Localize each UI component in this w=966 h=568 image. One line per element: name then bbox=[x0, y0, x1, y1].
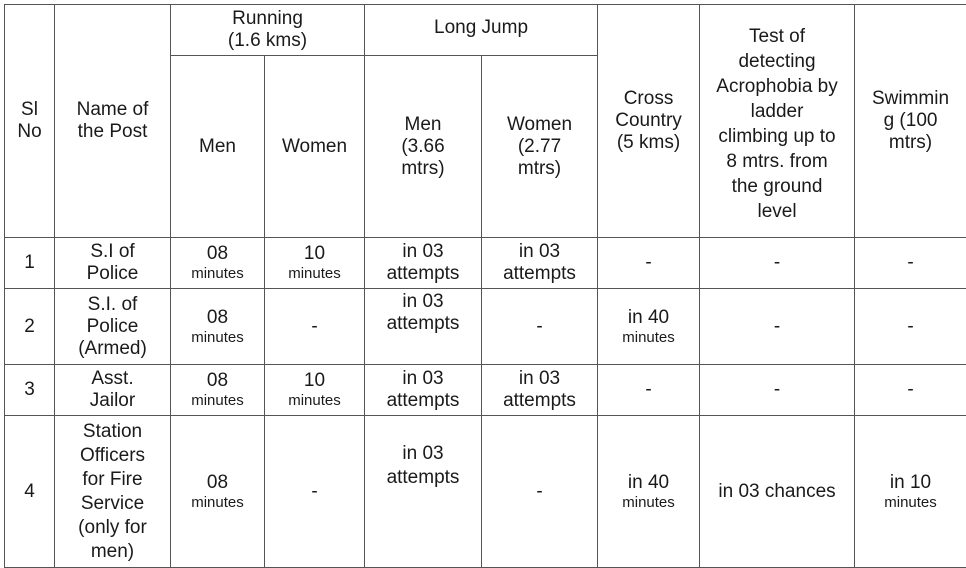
header-sl-no: Sl No bbox=[5, 5, 55, 238]
table-row bbox=[5, 238, 966, 289]
value-unit: minutes bbox=[858, 494, 963, 512]
cell-post-name: S.I. of Police (Armed) bbox=[55, 289, 171, 365]
cell-long-jump-men: in 03 attempts bbox=[365, 289, 482, 365]
value-num: - bbox=[268, 481, 361, 503]
value-num: in 40 bbox=[601, 307, 696, 329]
cell-acrophobia: in 03 chances bbox=[700, 416, 855, 568]
cell-swimming bbox=[855, 289, 966, 365]
cell-acrophobia: - bbox=[700, 365, 855, 416]
cell-long-jump-women: in 03 attempts bbox=[482, 365, 598, 416]
value-num: - bbox=[268, 316, 361, 338]
value-num: 08 bbox=[174, 243, 261, 265]
value-num: - bbox=[601, 379, 696, 401]
header-long-jump-women: Women (2.77 mtrs) bbox=[482, 56, 598, 238]
value-num: - bbox=[858, 316, 963, 338]
header-long-jump-men: Men (3.66 mtrs) bbox=[365, 56, 482, 238]
value-unit: minutes bbox=[174, 392, 261, 410]
value-num: 08 bbox=[174, 307, 261, 329]
cell-swimming bbox=[855, 238, 966, 289]
header-acrophobia-test: Test of detecting Acrophobia by ladder climbing up to 8 mtrs. from the ground level bbox=[700, 5, 855, 238]
value-num: 10 bbox=[268, 243, 361, 265]
cell-long-jump-women: - bbox=[482, 289, 598, 365]
cell-swimming bbox=[855, 416, 966, 568]
value-num: - bbox=[858, 379, 963, 401]
cell-post-name: S.I of Police bbox=[55, 238, 171, 289]
cell-sl-no: 2 bbox=[5, 289, 55, 365]
cell-running-men bbox=[171, 289, 265, 365]
cell-running-women bbox=[265, 365, 365, 416]
header-running-men: Men bbox=[171, 56, 265, 238]
cell-swimming bbox=[855, 365, 966, 416]
physical-test-table bbox=[4, 4, 966, 568]
cell-sl-no: 4 bbox=[5, 416, 55, 568]
header-name-of-post: Name of the Post bbox=[55, 5, 171, 238]
cell-long-jump-women: - bbox=[482, 416, 598, 568]
cell-cross-country bbox=[598, 238, 700, 289]
value-num: in 10 bbox=[858, 472, 963, 494]
cell-running-men bbox=[171, 365, 265, 416]
value-unit: minutes bbox=[601, 329, 696, 347]
header-running-women: Women bbox=[265, 56, 365, 238]
cell-running-men bbox=[171, 238, 265, 289]
value-num: 08 bbox=[174, 472, 261, 494]
value-num: 10 bbox=[268, 370, 361, 392]
header-long-jump: Long Jump bbox=[365, 5, 598, 56]
cell-sl-no: 3 bbox=[5, 365, 55, 416]
header-cross-country: Cross Country (5 kms) bbox=[598, 5, 700, 238]
table-row bbox=[5, 289, 966, 365]
value-unit: minutes bbox=[174, 494, 261, 512]
table-row bbox=[5, 416, 966, 568]
table-row bbox=[5, 365, 966, 416]
value-unit: minutes bbox=[268, 392, 361, 410]
value-unit: minutes bbox=[601, 494, 696, 512]
cell-post-name: Station Officers for Fire Service (only for men) bbox=[55, 416, 171, 568]
cell-long-jump-men: in 03 attempts bbox=[365, 365, 482, 416]
value-num: 08 bbox=[174, 370, 261, 392]
cell-running-women bbox=[265, 416, 365, 568]
value-num: - bbox=[858, 252, 963, 274]
value-unit: minutes bbox=[174, 329, 261, 347]
cell-long-jump-men: in 03 attempts bbox=[365, 416, 482, 568]
header-swimming: Swimmin g (100 mtrs) bbox=[855, 5, 966, 238]
cell-cross-country bbox=[598, 289, 700, 365]
cell-running-women bbox=[265, 289, 365, 365]
cell-cross-country bbox=[598, 365, 700, 416]
cell-running-women bbox=[265, 238, 365, 289]
cell-post-name: Asst. Jailor bbox=[55, 365, 171, 416]
cell-running-men bbox=[171, 416, 265, 568]
header-running: Running (1.6 kms) bbox=[171, 5, 365, 56]
cell-acrophobia: - bbox=[700, 289, 855, 365]
cell-cross-country bbox=[598, 416, 700, 568]
cell-long-jump-women: in 03 attempts bbox=[482, 238, 598, 289]
cell-sl-no: 1 bbox=[5, 238, 55, 289]
cell-long-jump-men: in 03 attempts bbox=[365, 238, 482, 289]
cell-acrophobia: - bbox=[700, 238, 855, 289]
value-unit: minutes bbox=[174, 265, 261, 283]
value-num: in 40 bbox=[601, 472, 696, 494]
value-unit: minutes bbox=[268, 265, 361, 283]
value-num: - bbox=[601, 252, 696, 274]
